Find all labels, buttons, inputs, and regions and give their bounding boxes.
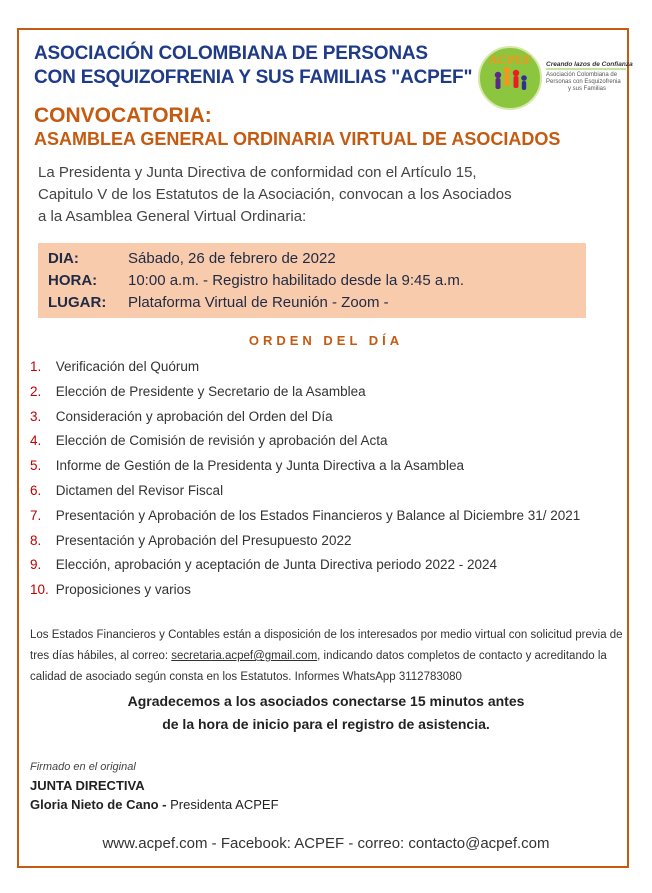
time-value: 10:00 a.m. - Registro habilitado desde la 9:45 a.m. bbox=[128, 272, 465, 289]
item-text: Informe de Gestión de la Presidenta y Junta Directiva a la Asamblea bbox=[55, 458, 464, 474]
item-number: 1. bbox=[30, 359, 42, 374]
intro-line: a la Asamblea General Virtual Ordinaria: bbox=[38, 208, 307, 225]
title-line-1: CONVOCATORIA: bbox=[34, 104, 212, 127]
item-number: 8. bbox=[30, 532, 42, 548]
signer-line bbox=[30, 795, 279, 814]
item-number: 9. bbox=[30, 557, 42, 573]
item-text: Consideración y aprobación del Orden del Día bbox=[55, 408, 333, 424]
item-number: 3. bbox=[30, 408, 42, 424]
intro-line: La Presidenta y Junta Directiva de conformidad con el Artículo 15, bbox=[38, 164, 477, 181]
item-text: Presentación y Aprobación del Presupuesto 2022 bbox=[55, 532, 352, 548]
detail-row-day bbox=[48, 248, 336, 270]
signer-name: Gloria Nieto de Cano - bbox=[30, 797, 171, 812]
logo-sub-3: y sus Familias bbox=[568, 86, 607, 92]
time-label: HORA: bbox=[48, 272, 98, 289]
item-number: 5. bbox=[30, 458, 42, 474]
board-label: JUNTA DIRECTIVA bbox=[30, 778, 145, 793]
logo-tagline: Creando lazos de Confianza bbox=[546, 61, 633, 68]
detail-row-time bbox=[48, 270, 464, 292]
logo-wordmark: ACPEF bbox=[488, 52, 532, 67]
footer-contacts: www.acpef.com - Facebook: ACPEF - correo: contacto@acpef.com bbox=[102, 835, 550, 852]
intro-paragraph bbox=[38, 162, 598, 228]
org-line-2: CON ESQUIZOFRENIA Y SUS FAMILIAS "ACPEF" bbox=[34, 67, 473, 88]
organization-name bbox=[34, 42, 474, 90]
day-value: Sábado, 26 de febrero de 2022 bbox=[128, 250, 336, 267]
item-number: 2. bbox=[30, 383, 42, 399]
agenda-item bbox=[30, 479, 630, 504]
financial-info-paragraph bbox=[30, 625, 630, 688]
thanks-line-1: Agradecemos a los asociados conectarse 15 minutos antes bbox=[127, 693, 525, 709]
announcement-title bbox=[34, 104, 560, 150]
item-number: 7. bbox=[30, 507, 42, 523]
signer-role: Presidenta ACPEF bbox=[170, 797, 279, 812]
item-number: 10. bbox=[30, 582, 49, 598]
signature-block bbox=[30, 758, 279, 814]
item-text: Proposiciones y varios bbox=[55, 582, 191, 598]
agenda-item bbox=[30, 578, 630, 603]
meeting-details-box bbox=[38, 243, 586, 318]
thanks-note bbox=[0, 690, 652, 736]
item-number: 4. bbox=[30, 433, 42, 449]
logo-sub-1: Asociación Colombiana de bbox=[546, 72, 618, 78]
secretary-email-link[interactable]: secretaria.acpef@gmail.com bbox=[171, 650, 318, 662]
info-text-2: , indicando datos completos de contacto y acreditando la calidad de asociado según consta en los Estatutos. Informes WhatsApp 3112783080 bbox=[30, 650, 607, 683]
agenda-list bbox=[30, 355, 630, 603]
detail-row-place bbox=[48, 292, 389, 314]
agenda-item bbox=[30, 454, 630, 479]
day-label: DIA: bbox=[48, 250, 79, 267]
item-text: Elección, aprobación y aceptación de Junta Directiva periodo 2022 - 2024 bbox=[55, 557, 498, 573]
place-value: Plataforma Virtual de Reunión - Zoom - bbox=[128, 294, 389, 311]
title-line-2: ASAMBLEA GENERAL ORDINARIA VIRTUAL DE ASOCIADOS bbox=[34, 129, 561, 149]
thanks-line-2: de la hora de inicio para el registro de asistencia. bbox=[162, 716, 490, 732]
agenda-heading: ORDEN DEL DÍA bbox=[248, 333, 404, 348]
item-text: Elección de Presidente y Secretario de la Asamblea bbox=[55, 383, 366, 399]
agenda-item bbox=[30, 529, 630, 554]
logo-sub-2: Personas con Esquizofrenia bbox=[546, 79, 621, 85]
item-text: Elección de Comisión de revisión y aprobación del Acta bbox=[55, 433, 388, 449]
item-number: 6. bbox=[30, 482, 42, 498]
agenda-item bbox=[30, 405, 630, 430]
signed-note: Firmado en el original bbox=[30, 761, 136, 773]
agenda-item bbox=[30, 380, 630, 405]
agenda-item bbox=[30, 504, 630, 529]
place-label: LUGAR: bbox=[48, 294, 107, 311]
item-text: Dictamen del Revisor Fiscal bbox=[55, 482, 224, 498]
agenda-item bbox=[30, 429, 630, 454]
item-text: Verificación del Quórum bbox=[55, 359, 200, 374]
info-text-1: Los Estados Financieros y Contables están a disposición de los interesados por medio virtual con solicitud previa de tres días hábiles, al correo: bbox=[30, 629, 623, 662]
org-line-1: ASOCIACIÓN COLOMBIANA DE PERSONAS bbox=[34, 43, 428, 64]
agenda-item bbox=[30, 553, 630, 578]
intro-line: Capitulo V de los Estatutos de la Asociación, convocan a los Asociados bbox=[38, 186, 512, 203]
item-text: Presentación y Aprobación de los Estados Financieros y Balance al Diciembre 31/ 2021 bbox=[55, 507, 581, 523]
agenda-item bbox=[30, 355, 630, 380]
